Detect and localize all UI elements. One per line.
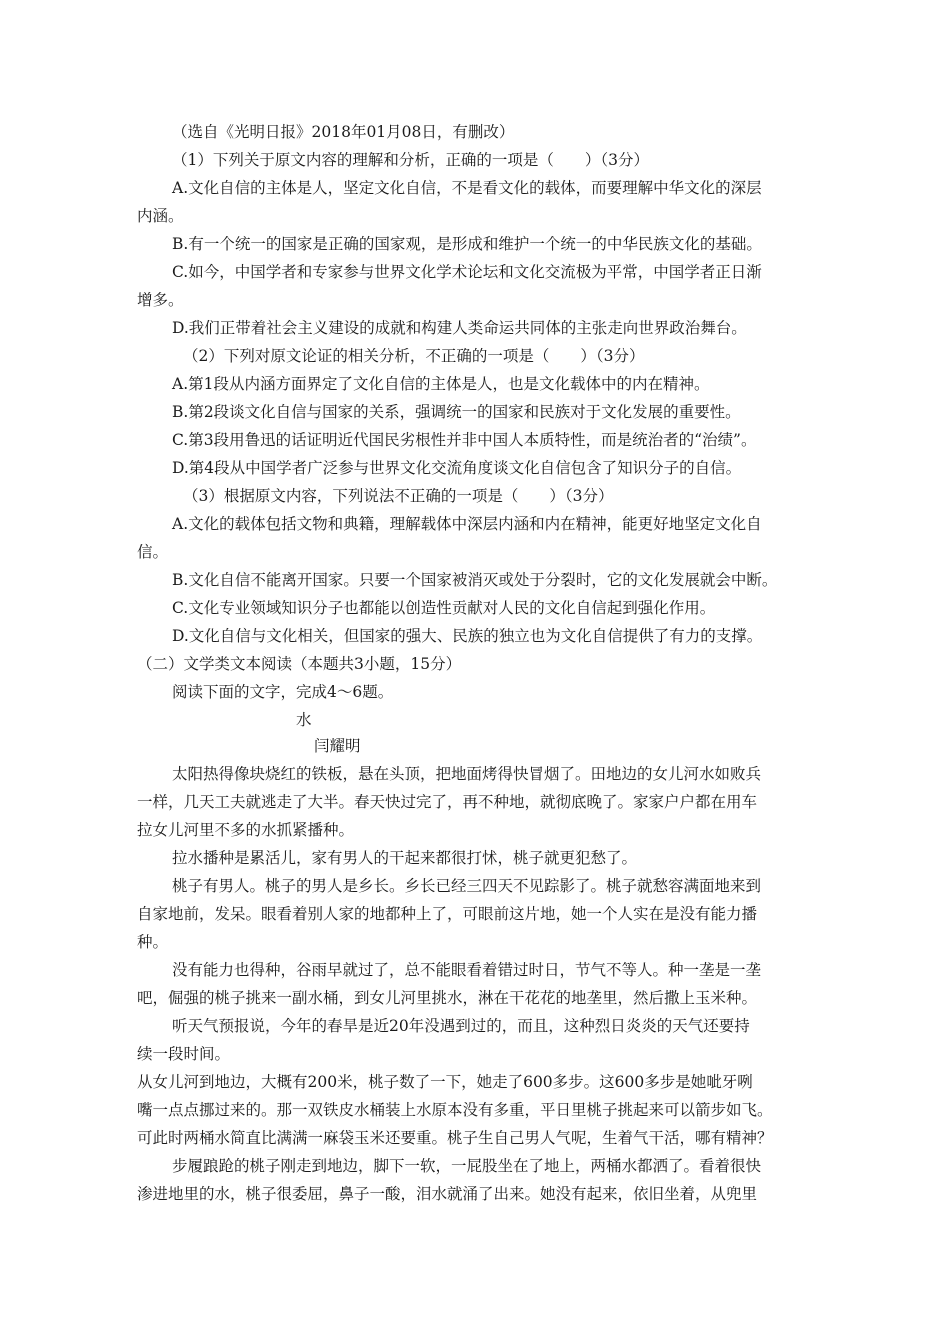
question-1-option-c-cont: 增多。 — [137, 291, 184, 309]
question-2-option-c: C.第3段用鲁迅的话证明近代国民劣根性并非中国人本质特性，而是统治者的“治绩”。 — [172, 431, 757, 449]
question-3-option-a-cont: 信。 — [137, 543, 169, 561]
story-paragraph-1-cont: 一样，几天工夫就逃走了大半。春天快过完了，再不种地，就彻底晚了。家家户户都在用车 — [137, 793, 758, 811]
story-paragraph-2: 拉水播种是累活儿，家有男人的干起来都很打怵，桃子就更犯愁了。 — [172, 849, 638, 867]
story-paragraph-3: 桃子有男人。桃子的男人是乡长。乡长已经三四天不见踪影了。桃子就愁容满面地来到 — [172, 877, 762, 895]
story-paragraph-4: 没有能力也得种，谷雨早就过了，总不能眼看着错过时日，节气不等人。种一垄是一垄 — [172, 961, 762, 979]
story-paragraph-7-cont: 渗进地里的水，桃子很委屈，鼻子一酸，泪水就涌了出来。她没有起来，依旧坐着，从兜里 — [137, 1185, 758, 1203]
story-title: 水 — [296, 711, 312, 729]
question-2-option-d: D.第4段从中国学者广泛参与世界文化交流角度谈文化自信包含了知识分子的自信。 — [172, 459, 742, 477]
story-paragraph-6: 从女儿河到地边，大概有200米，桃子数了一下，她走了600多步。这600多步是她呲牙咧 — [137, 1073, 753, 1091]
story-paragraph-6-cont: 嘴一点点挪过来的。那一双铁皮水桶装上水原本没有多重，平日里桃子挑起来可以箭步如飞。 — [137, 1101, 773, 1119]
story-paragraph-7: 步履踉跄的桃子刚走到地边，脚下一软，一屁股坐在了地上，两桶水都洒了。看着很快 — [172, 1157, 762, 1175]
story-author: 闫耀明 — [314, 737, 361, 755]
question-1-option-a: A.文化自信的主体是人，坚定文化自信，不是看文化的载体，而要理解中华文化的深层 — [172, 179, 762, 197]
question-2-option-a: A.第1段从内涵方面界定了文化自信的主体是人，也是文化载体中的内在精神。 — [172, 375, 710, 393]
story-paragraph-4-cont: 吧，倔强的桃子挑来一副水桶，到女儿河里挑水，淋在干花花的地垄里，然后撒上玉米种。 — [137, 989, 758, 1007]
story-paragraph-3-cont: 种。 — [137, 933, 169, 951]
question-3-stem: （3）根据原文内容，下列说法不正确的一项是（ ）（3分） — [183, 487, 614, 505]
question-1-option-d: D.我们正带着社会主义建设的成就和构建人类命运共同体的主张走向世界政治舞台。 — [172, 319, 747, 337]
story-paragraph-1-cont: 拉女儿河里不多的水抓紧播种。 — [137, 821, 355, 839]
story-paragraph-1: 太阳热得像块烧红的铁板，悬在头顶，把地面烤得快冒烟了。田地边的女儿河水如败兵 — [172, 765, 762, 783]
question-3-option-a: A.文化的载体包括文物和典籍，理解载体中深层内涵和内在精神，能更好地坚定文化自 — [172, 515, 762, 533]
source-citation: （选自《光明日报》2018年01月08日，有删改） — [172, 123, 515, 141]
question-2-stem: （2）下列对原文论证的相关分析，不正确的一项是（ ）（3分） — [183, 347, 645, 365]
question-2-option-b: B.第2段谈文化自信与国家的关系，强调统一的国家和民族对于文化发展的重要性。 — [172, 403, 741, 421]
question-3-option-b: B.文化自信不能离开国家。只要一个国家被消灭或处于分裂时，它的文化发展就会中断。 — [172, 571, 778, 589]
story-paragraph-3-cont: 自家地前，发呆。眼看着别人家的地都种上了，可眼前这片地，她一个人实在是没有能力播 — [137, 905, 758, 923]
question-1-option-c: C.如今，中国学者和专家参与世界文化学术论坛和文化交流极为平常，中国学者正日渐 — [172, 263, 762, 281]
story-paragraph-5: 听天气预报说，今年的春旱是近20年没遇到过的，而且，这种烈日炎炎的天气还要持 — [172, 1017, 750, 1035]
section-heading: （二）文学类文本阅读（本题共3小题，15分） — [137, 655, 462, 673]
question-3-option-c: C.文化专业领域知识分子也都能以创造性贡献对人民的文化自信起到强化作用。 — [172, 599, 716, 617]
question-3-option-d: D.文化自信与文化相关，但国家的强大、民族的独立也为文化自信提供了有力的支撑。 — [172, 627, 763, 645]
question-1-option-b: B.有一个统一的国家是正确的国家观，是形成和维护一个统一的中华民族文化的基础。 — [172, 235, 762, 253]
story-paragraph-6-cont: 可此时两桶水简直比满满一麻袋玉米还要重。桃子生自己男人气呢，生着气干活，哪有精神？ — [137, 1129, 773, 1147]
question-1-option-a-cont: 内涵。 — [137, 207, 184, 225]
question-1-stem: （1）下列关于原文内容的理解和分析，正确的一项是（ ）（3分） — [172, 151, 649, 169]
reading-instruction: 阅读下面的文字，完成4～6题。 — [172, 683, 394, 701]
story-paragraph-5-cont: 续一段时间。 — [137, 1045, 231, 1063]
